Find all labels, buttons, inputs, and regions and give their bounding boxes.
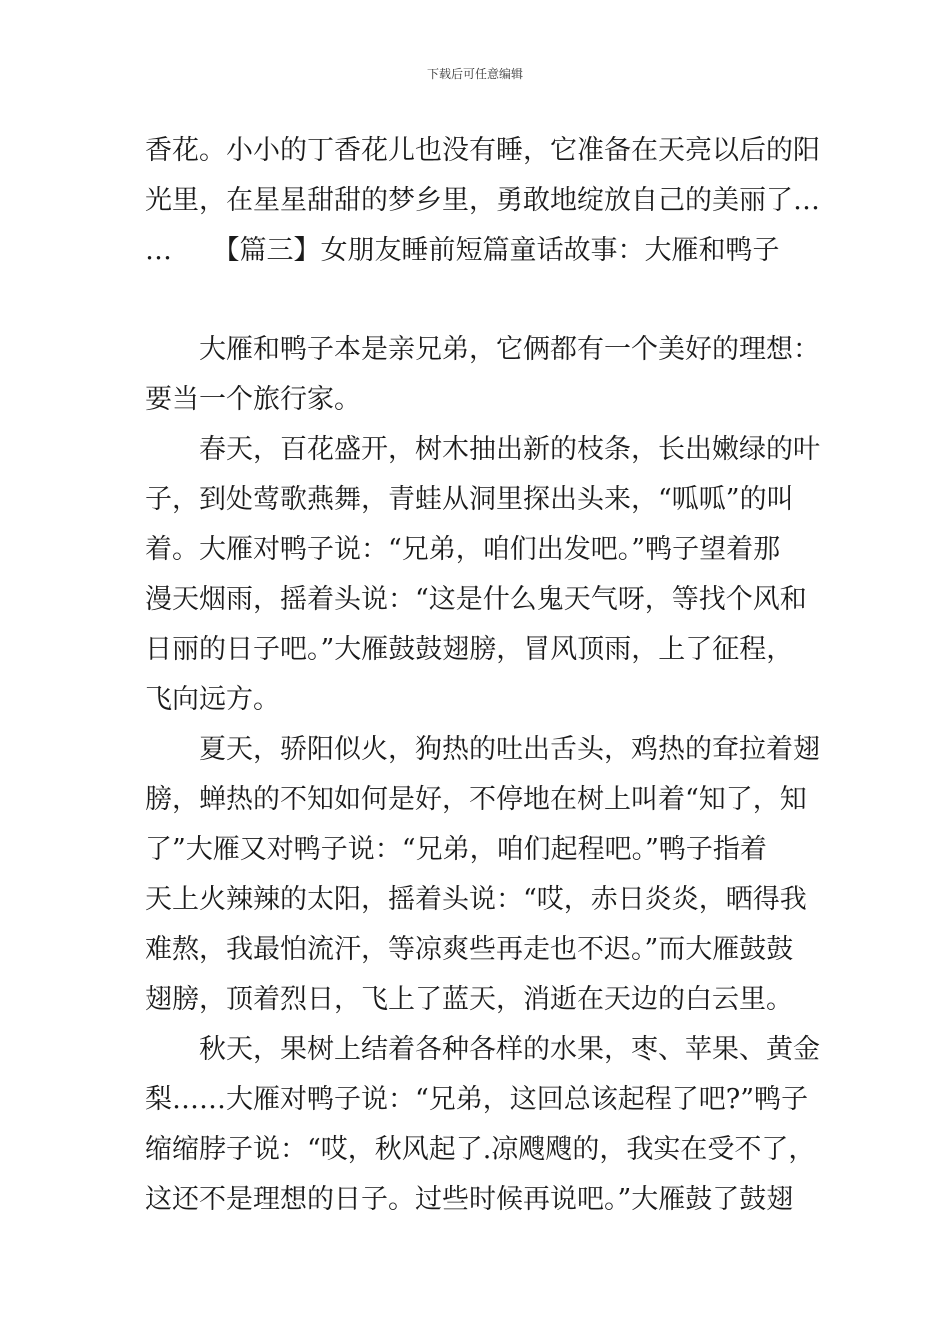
text-line: 漫天烟雨，摇着头说：“这是什么鬼天气呀，等找个风和 <box>145 584 807 615</box>
text-line: 日丽的日子吧。”大雁鼓鼓翅膀，冒风顶雨，上了征程， <box>145 634 794 665</box>
text-line: 翅膀，顶着烈日，飞上了蓝天，消逝在天边的白云里。 <box>145 984 793 1015</box>
text-line: 香花。小小的丁香花儿也没有睡，它准备在天亮以后的阳 <box>145 135 820 166</box>
text-line: 难熬，我最怕流汗，等凉爽些再走也不迟。”而大雁鼓鼓 <box>145 934 794 965</box>
paragraph-start: 春天，百花盛开，树木抽出新的枝条，长出嫩绿的叶 <box>199 434 820 465</box>
text-line: 要当一个旅行家。 <box>145 384 361 415</box>
text-line: 梨……大雁对鸭子说：“兄弟，这回总该起程了吧?”鸭子 <box>145 1084 809 1115</box>
text-line: 光里，在星星甜甜的梦乡里，勇敢地绽放自己的美丽了… <box>145 185 820 216</box>
paragraph-start: 秋天，果树上结着各种各样的水果，枣、苹果、黄金 <box>199 1034 820 1065</box>
paragraph-start: 大雁和鸭子本是亲兄弟，它俩都有一个美好的理想： <box>199 334 820 365</box>
text-line: 缩缩脖子说：“哎，秋风起了.凉飕飕的，我实在受不了， <box>145 1134 816 1165</box>
text-line: 子，到处莺歌燕舞，青蛙从洞里探出头来，“呱呱”的叫 <box>145 484 794 515</box>
page-header: 下载后可任意编辑 <box>426 67 523 81</box>
text-line: 这还不是理想的日子。过些时候再说吧。”大雁鼓了鼓翅 <box>145 1184 794 1215</box>
section-heading-line: … 【篇三】女朋友睡前短篇童话故事：大雁和鸭子 <box>145 235 780 266</box>
text-line: 了”大雁又对鸭子说：“兄弟，咱们起程吧。”鸭子指着 <box>145 834 767 865</box>
text-line: 着。大雁对鸭子说：“兄弟，咱们出发吧。”鸭子望着那 <box>145 534 781 565</box>
text-line: 膀，蝉热的不知如何是好，不停地在树上叫着“知了，知 <box>145 784 807 815</box>
paragraph-start: 夏天，骄阳似火，狗热的吐出舌头，鸡热的耷拉着翅 <box>199 734 820 765</box>
text-line: 飞向远方。 <box>145 684 280 715</box>
text-line: 天上火辣辣的太阳，摇着头说：“哎，赤日炎炎，晒得我 <box>145 884 807 915</box>
